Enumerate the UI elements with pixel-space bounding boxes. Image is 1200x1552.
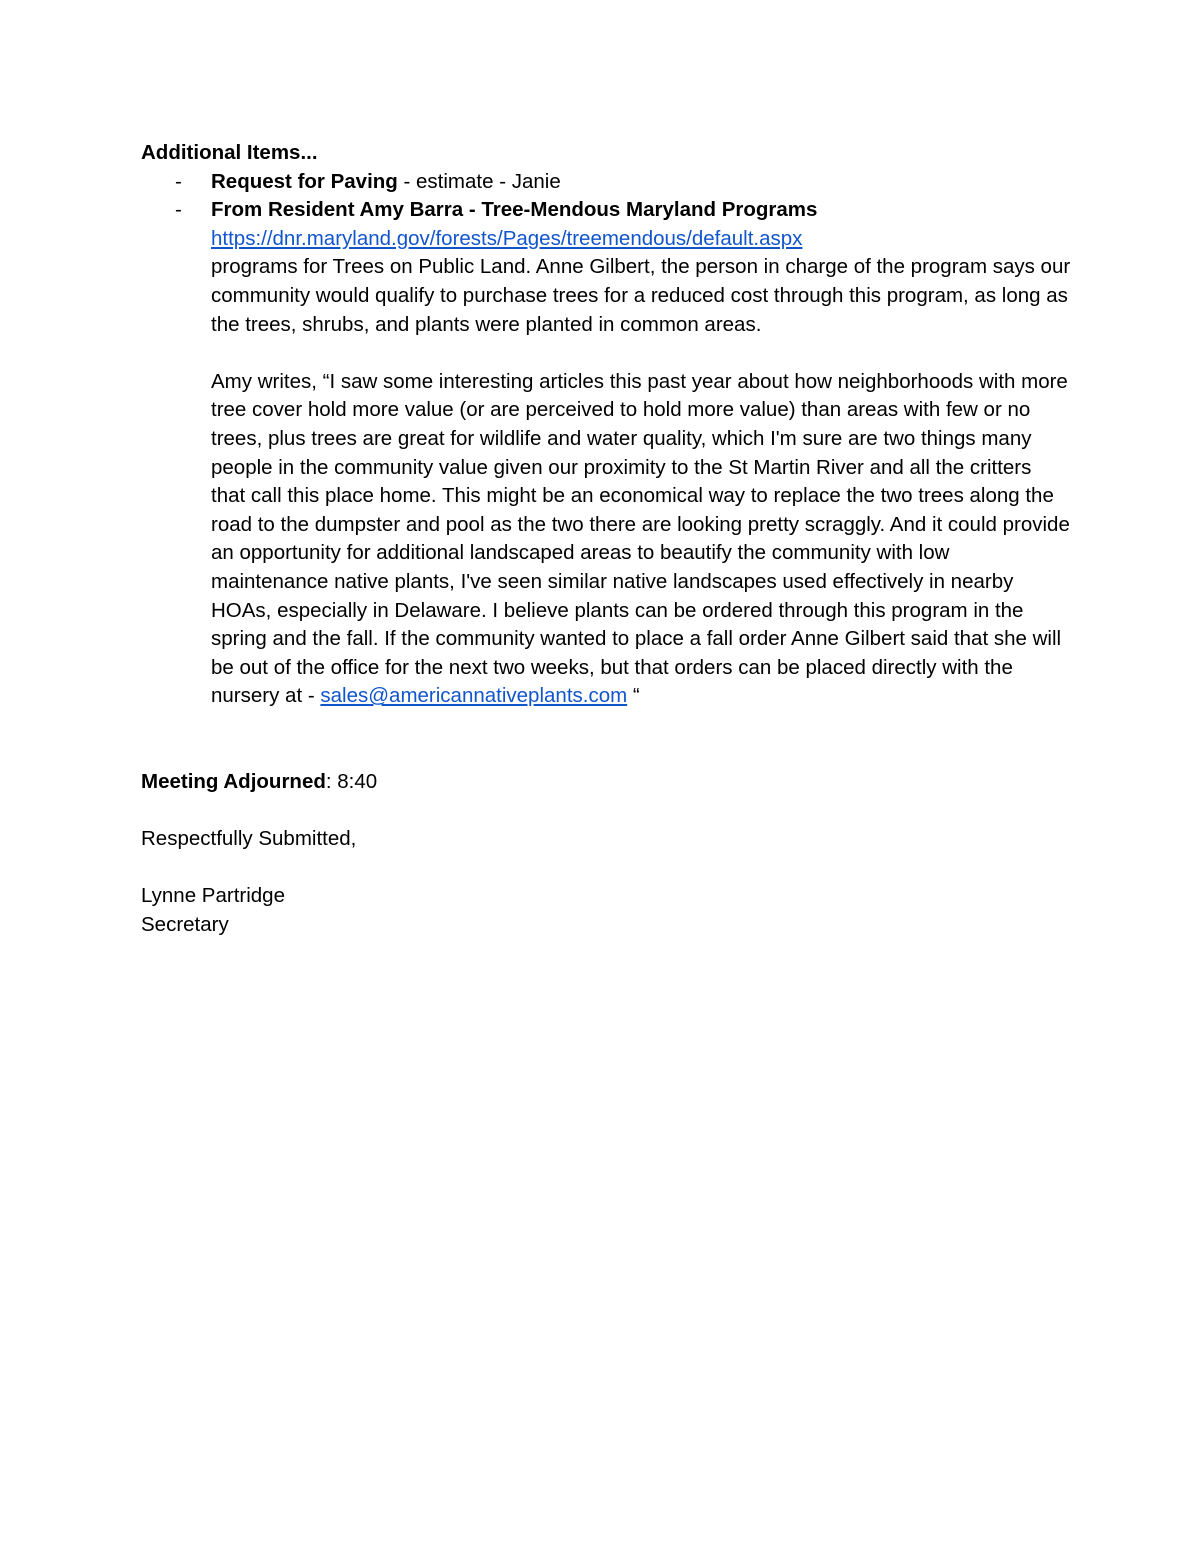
adjourned-label: Meeting Adjourned: [141, 769, 326, 793]
program-url-link[interactable]: https://dnr.maryland.gov/forests/Pages/treemendous/default.aspx: [211, 226, 803, 250]
signature-block: [141, 882, 1071, 939]
paragraph-spacer: [211, 339, 1071, 368]
list-item-tree-program: [141, 196, 1071, 711]
item-detail: - estimate - Janie: [397, 169, 561, 193]
signer-name: Lynne Partridge: [141, 884, 285, 908]
item-title: Request for Paving: [211, 169, 398, 193]
closing-line: Respectfully Submitted,: [141, 827, 357, 851]
additional-items-list: [141, 168, 1071, 711]
closing-quote-mark: “: [627, 684, 640, 708]
adjourned-time: 8:40: [337, 769, 378, 793]
item-title: From Resident Amy Barra - Tree-Mendous Maryland Programs: [211, 198, 818, 222]
list-bullet: -: [175, 198, 182, 222]
resident-quote: [211, 368, 1071, 711]
meeting-adjourned: [141, 768, 1071, 797]
program-description: programs for Trees on Public Land. Anne Gilbert, the person in charge of the program says our community would qualify to purchase trees for a reduced cost through this program, as long as the trees, shrubs, and plants were planted in common areas.: [211, 255, 1071, 336]
adjourned-separator: :: [325, 769, 338, 793]
list-item-paving: [141, 168, 1071, 197]
signer-title: Secretary: [141, 912, 229, 936]
quote-text: Amy writes, “I saw some interesting articles this past year about how neighborhoods with more tree cover hold more value (or are perceived to hold more value) than areas with few or no trees, plus trees are great for wildlife and water quality, which I'm sure are two things many people in the community value given our proximity to the St Martin River and all the critters that call this place home. This might be an economical way to replace the two trees along the road to the dumpster and pool as the two there are looking pretty scraggly. And it could provide an opportunity for additional landscaped areas to beautify the community with low maintenance native plants, I've seen similar native landscapes used effectively in nearby HOAs, especially in Delaware. I believe plants can be ordered through this program in the spring and the fall. If the community wanted to place a fall order Anne Gilbert said that she will be out of the office for the next two weeks, but that orders can be placed directly with the nursery at -: [211, 369, 1070, 708]
nursery-email-link[interactable]: sales@americannativeplants.com: [320, 684, 628, 708]
section-heading: Additional Items...: [141, 141, 318, 164]
document-page: [141, 139, 1071, 939]
list-bullet: -: [175, 169, 182, 193]
